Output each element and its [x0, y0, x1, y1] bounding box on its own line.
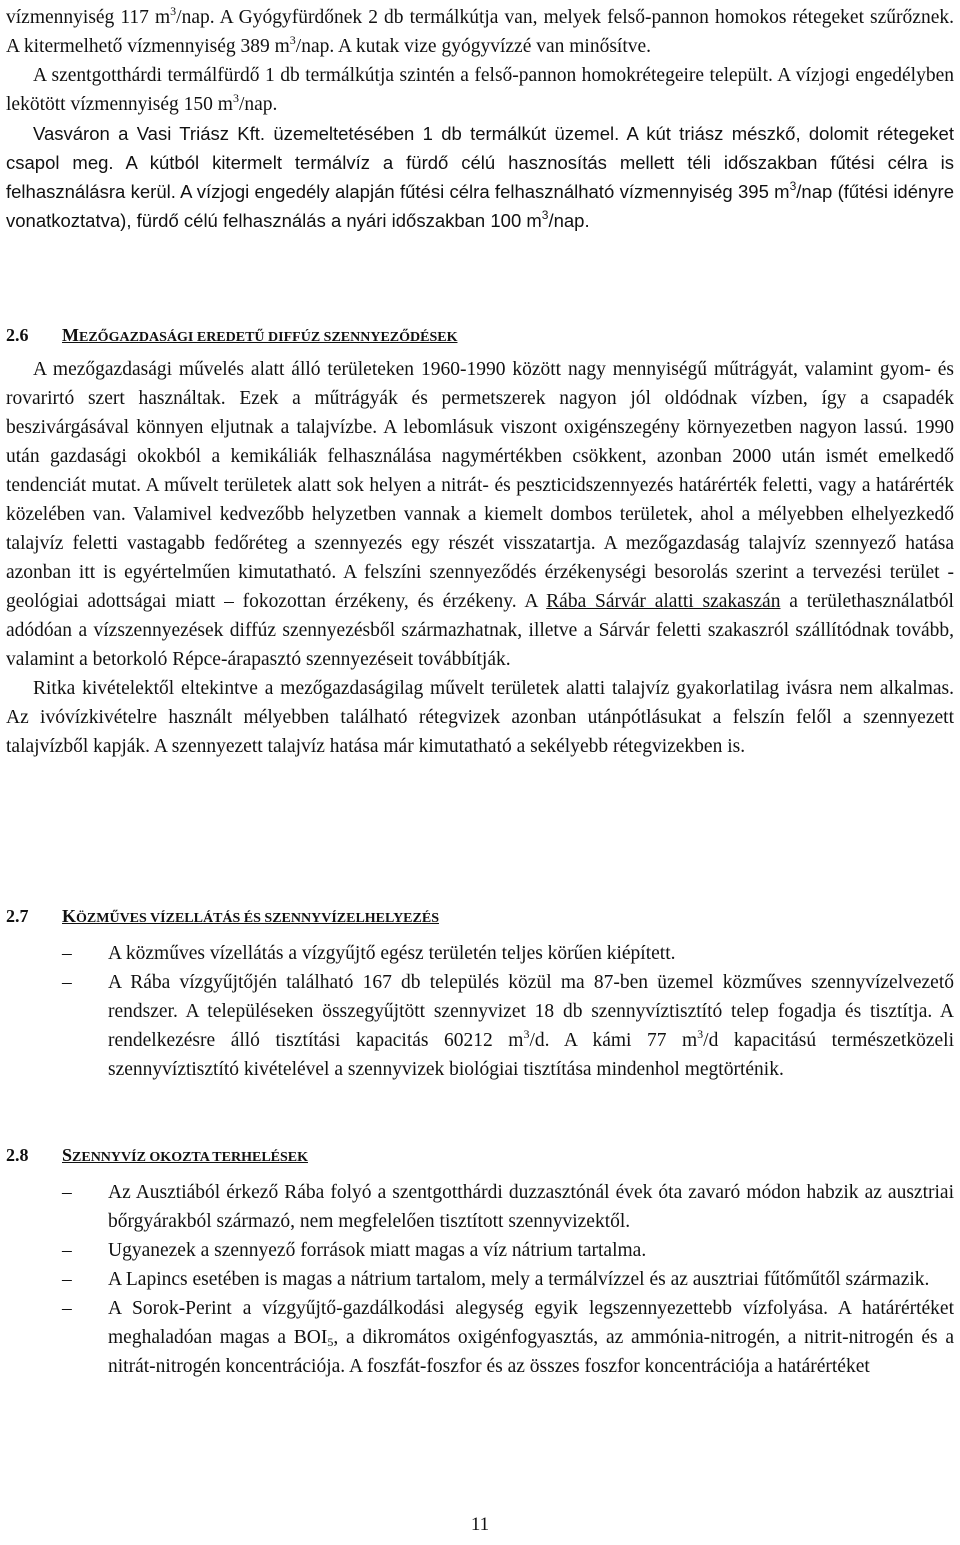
section-2-6-body — [6, 355, 954, 761]
text-span: /nap. — [238, 94, 278, 115]
text-span: /d. A kámi 77 m — [529, 1030, 698, 1051]
dash-bullet: – — [62, 1182, 72, 1203]
page-number: 11 — [470, 1514, 490, 1535]
text-span: Vasváron a Vasi Triász Kft. üzemeltetésében 1 db termálkút üzemel. A kút triász mészkő, dolomit rétegeket csapol meg. A kútból kitermelt termálvíz a fürdő célú hasznosítás mellett téli időszakban fűtési célra is felhasználásra kerül. A vízjogi engedély alapján fűtési célra felhasználható vízmennyiség 395 m — [6, 123, 954, 202]
superscript: 3 — [289, 33, 296, 47]
section-2-7-list — [6, 939, 954, 1084]
top-paragraph — [6, 3, 954, 235]
list-item — [6, 1178, 954, 1236]
superscript: 3 — [170, 4, 177, 18]
dash-bullet: – — [62, 1269, 72, 1290]
text-span: A Lapincs esetében is magas a nátrium tartalom, mely a termálvízzel és az ausztriai fűtőműtől származik. — [108, 1269, 930, 1290]
text-span: vízmennyiség 117 m — [6, 7, 171, 28]
heading-initial: S — [62, 1145, 73, 1165]
text-span: /nap. A kutak vize gyógyvízzé van minősítve. — [295, 36, 652, 57]
text-span: Az Ausztiából érkező Rába folyó a szentgotthárdi duzzasztónál évek óta zavaró módon habzik az ausztriai bőrgyárakból származó, nem megfelelően tisztított szennyvizektől. — [108, 1182, 954, 1232]
heading-title: ÖZMŰVES VÍZELLÁTÁS ÉS SZENNYVÍZELHELYEZÉS — [76, 911, 439, 926]
heading-initial: M — [62, 325, 79, 345]
text-span: A Sorok-Perint a vízgyűjtő-gazdálkodási alegység egyik legszennyezettebb vízfolyása. A határértéket meghaladóan magas a BOI — [108, 1298, 954, 1348]
superscript: 3 — [789, 179, 797, 193]
section-number: 2.7 — [6, 906, 29, 926]
raba-sarvar-link[interactable]: Rába Sárvár alatti szakaszán — [546, 591, 781, 612]
szentgotthard-text — [6, 61, 954, 119]
agriculture-paragraph — [6, 355, 954, 674]
list-item — [6, 1236, 954, 1265]
text-span: A Rába vízgyűjtőjén található 167 db település közül ma 87-ben üzemel közműves szennyvízelvezető rendszer. A településeken összegyűjtött szennyvizet 18 db szennyvíztisztító telep fogadja és tisztítja. A rendelkezésre álló tisztítási kapacitás 60212 m — [108, 972, 954, 1051]
dash-bullet: – — [62, 972, 72, 993]
section-number: 2.6 — [6, 325, 29, 345]
text-span: , a dikromátos oxigénfogyasztás, az ammónia-nitrogén, a nitrit-nitrogén és a nitrát-nitrogén koncentrációja. A foszfát-foszfor és az összes foszfor koncentrációja a határértéket — [108, 1327, 954, 1377]
thermal-wells-text — [6, 3, 954, 61]
superscript: 3 — [541, 208, 549, 222]
section-heading-2-8 — [6, 1142, 954, 1171]
section-2-8-list — [6, 1178, 954, 1381]
text-span: A közműves vízellátás a vízgyűjtő egész területén teljes körűen kiépített. — [108, 943, 676, 964]
superscript: 3 — [697, 1027, 704, 1041]
text-span: /d kapacitású természetközeli szennyvíztisztító kivételével a szennyvizek biológiai tisztítása mindenhol megtörténik. — [108, 1030, 954, 1080]
list-item — [6, 968, 954, 1084]
subscript: 5 — [327, 1335, 334, 1349]
text-span: Ugyanezek a szennyező források miatt magas a víz nátrium tartalma. — [108, 1240, 647, 1261]
dash-bullet: – — [62, 1298, 72, 1319]
text-span: A mezőgazdasági művelés alatt álló területeken 1960-1990 között nagy mennyiségű műtrágyát, valamint gyom- és rovarirtó szert használtak. Ezek a műtrágyák és permetszerek nagyon jól oldódnak vízben, így a csapadék beszivárgásával könnyen eljutnak a talajvízbe. A lebomlásuk viszont oxigénszegény környezetben nagyon lassú. 1990 után gazdasági okokból a kemikáliák felhasználása nagymértékben csökkent, azonban 2000 után ismét emelkedő tendenciát mutat. A művelt területek alatt sok helyen a nitrát- és peszticidszennyezés határérték feletti, vagy a határérték közelében van. Valamivel kedvezőbb helyzetben vannak a kiemelt dombos területek, ahol a mélyebben elhelyezkedő talajvíz feletti vastagabb fedőréteg a szennyezés egy részét visszatartja. A mezőgazdaság talajvíz szennyező hatása azonban itt is egyértelműen kimutatható. A felszíni szennyeződés érzékenységi besorolás szerint a tervezési terület - geológiai adottságai miatt – fokozottan érzékeny, és érzékeny. A — [6, 359, 954, 612]
text-span: a területhasználatból adódóan a vízszennyezések diffúz szennyezésből származhatnak, illetve a Sárvár feletti szakaszról szállítódnak tovább, valamint a betorkoló Répce-árapasztó szennyezéseit továbbítják. — [6, 591, 954, 670]
text-span: /nap (fűtési idényre vonatkoztatva), fürdő célú felhasználás a nyári időszakban 100 m — [6, 181, 954, 231]
heading-title: ZENNYVÍZ OKOZTA TERHELÉSEK — [72, 1150, 309, 1165]
text-span: /nap. A Gyógyfürdőnek 2 db termálkútja van, melyek felső-pannon homokos rétegeket szűrőznek. A kitermelhető vízmennyiség 389 m — [6, 7, 954, 57]
list-item — [6, 939, 954, 968]
superscript: 3 — [232, 91, 239, 105]
vasvar-text — [6, 119, 954, 235]
dash-bullet: – — [62, 1240, 72, 1261]
dash-bullet: – — [62, 943, 72, 964]
groundwater-paragraph: Ritka kivételektől eltekintve a mezőgazdaságilag művelt területek alatti talajvíz gyakorlatilag ivásra nem alkalmas. Az ivóvízkivételre használt mélyebben található rétegvizek azonban utánpótlásukat a felszín felől a szennyezett talajvízből kapják. A szennyezett talajvíz hatása már kimutatható a sekélyebb rétegvizekben is. — [6, 678, 954, 757]
section-number: 2.8 — [6, 1145, 29, 1165]
list-item — [6, 1294, 954, 1381]
text-span: A szentgotthárdi termálfürdő 1 db termálkútja szintén a felső-pannon homokrétegeire települt. A vízjogi engedélyben lekötött vízmennyiség 150 m — [6, 65, 954, 115]
list-item — [6, 1265, 954, 1294]
text-span: /nap. — [548, 210, 590, 231]
superscript: 3 — [523, 1027, 530, 1041]
section-heading-2-6 — [6, 322, 954, 351]
heading-initial: K — [62, 906, 77, 926]
heading-title: EZŐGAZDASÁGI EREDETŰ DIFFÚZ SZENNYEZŐDÉSEK — [79, 330, 458, 345]
section-heading-2-7 — [6, 903, 954, 932]
